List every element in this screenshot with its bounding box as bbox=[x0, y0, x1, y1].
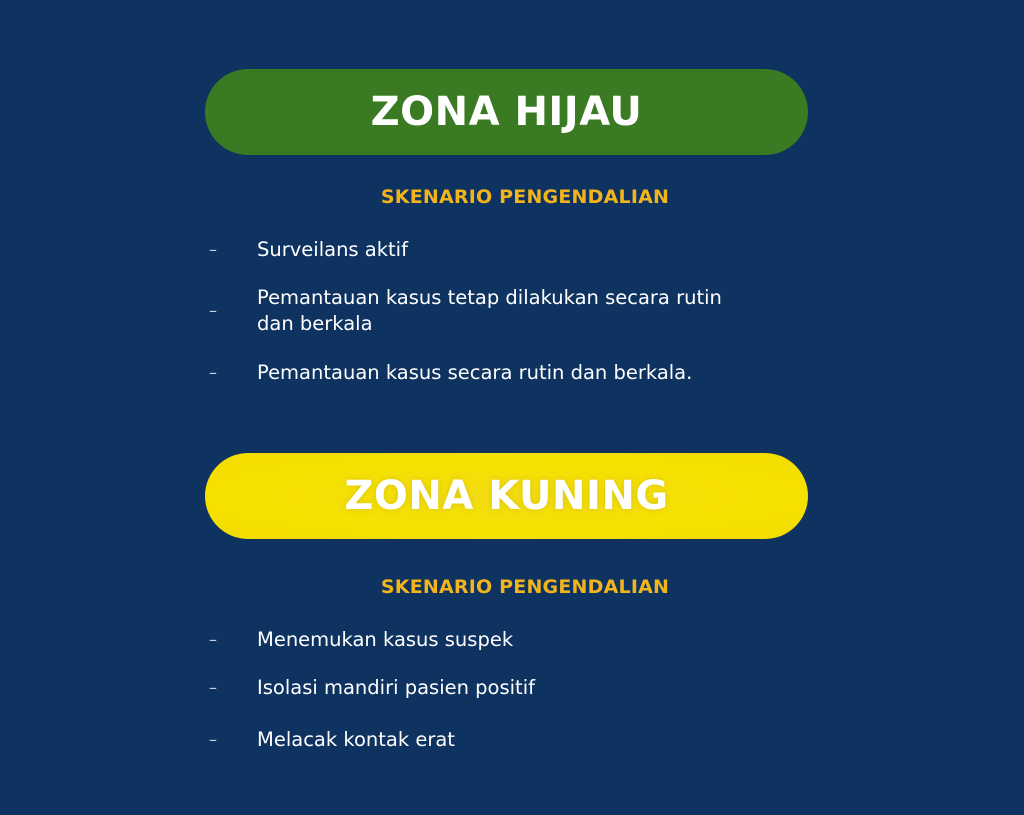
zone-kuning-item-3-text: Melacak kontak erat bbox=[257, 728, 455, 751]
zone-hijau-banner bbox=[205, 69, 808, 155]
zone-hijau-item-3-text: Pemantauan kasus secara rutin dan berkala. bbox=[257, 361, 693, 384]
bullet-dash: – bbox=[209, 730, 217, 749]
bullet-dash: – bbox=[209, 301, 217, 320]
bullet-dash: – bbox=[209, 678, 217, 697]
zone-kuning-item-2 bbox=[209, 675, 797, 701]
zone-hijau-item-1 bbox=[209, 237, 797, 263]
bullet-dash: – bbox=[209, 363, 217, 382]
zone-hijau-scenario-heading: SKENARIO PENGENDALIAN bbox=[380, 186, 670, 208]
zone-kuning-title: ZONA KUNING bbox=[344, 473, 669, 519]
zone-hijau-item-1-text: Surveilans aktif bbox=[257, 238, 408, 261]
zone-hijau-item-3 bbox=[209, 360, 797, 386]
zone-kuning-scenario-heading: SKENARIO PENGENDALIAN bbox=[380, 576, 670, 598]
zone-hijau-item-2 bbox=[209, 285, 747, 337]
zone-kuning-item-1 bbox=[209, 627, 797, 653]
zone-kuning-item-1-text: Menemukan kasus suspek bbox=[257, 628, 514, 651]
zone-kuning-item-3 bbox=[209, 727, 797, 753]
zone-kuning-item-2-text: Isolasi mandiri pasien positif bbox=[257, 676, 535, 699]
bullet-dash: – bbox=[209, 240, 217, 259]
zone-hijau-title: ZONA HIJAU bbox=[370, 89, 643, 135]
zone-hijau-item-2-text: Pemantauan kasus tetap dilakukan secara rutin dan berkala bbox=[257, 286, 722, 335]
zone-kuning-banner bbox=[205, 453, 808, 539]
bullet-dash: – bbox=[209, 630, 217, 649]
